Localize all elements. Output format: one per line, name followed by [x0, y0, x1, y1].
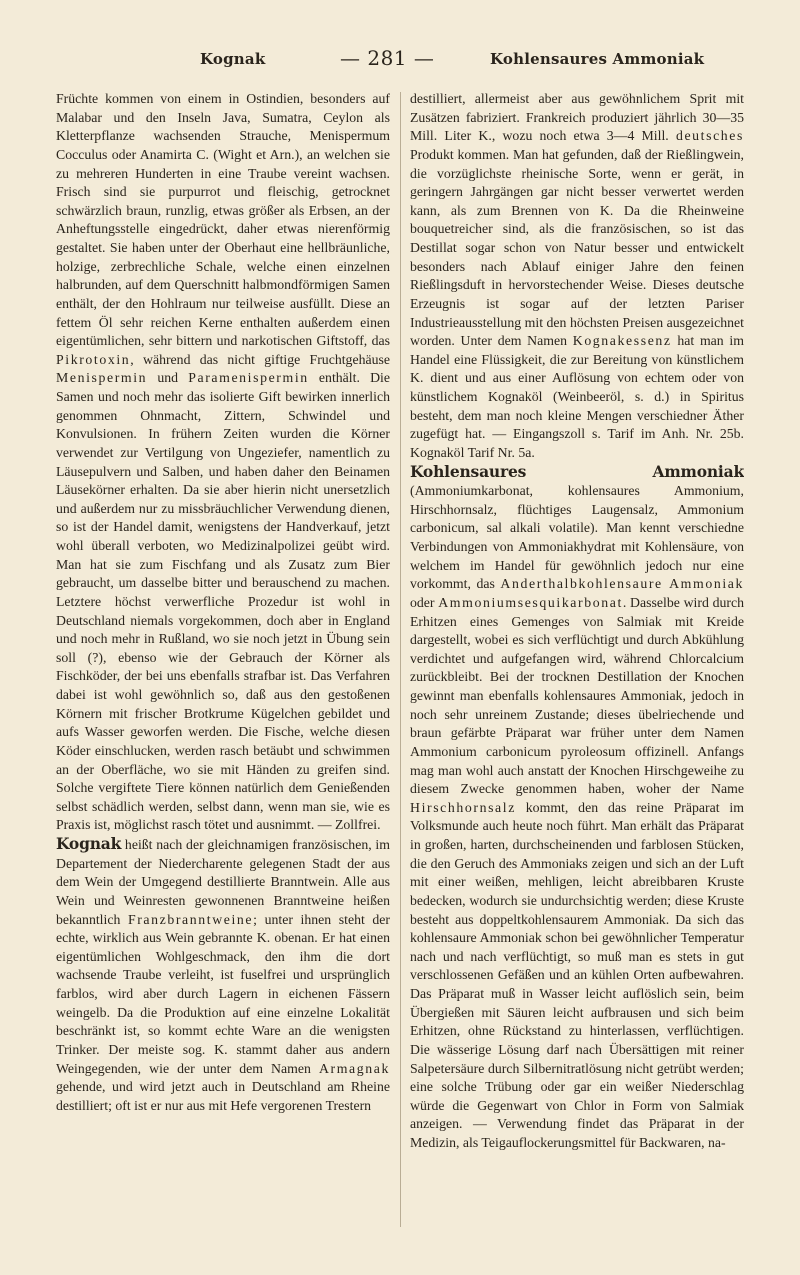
entry-title-kohlensaures-ammoniak: Kohlensaures Ammoniak: [410, 461, 744, 481]
spaced-term-ammoniumsesquikarbonat: Ammoniumsesquikarbonat: [438, 594, 623, 610]
entry-title-kognak: Kognak: [56, 834, 122, 853]
spaced-term-pikrotoxin: Pikrotoxin: [56, 351, 131, 367]
page-number: — 281 —: [340, 46, 435, 70]
running-header: [0, 46, 800, 72]
spaced-term-franzbranntweine: Franzbranntweine: [127, 911, 254, 927]
left-column: [56, 90, 390, 1240]
spaced-term-kognakessenz: Kognakessenz: [572, 333, 672, 349]
header-left-catchword: Kognak: [200, 50, 266, 68]
paragraph-kognak-continued: destilliert, allermeist aber aus gewöhnlichem Sprit mit Zusätzen fabriziert. Frankreich produziert jährlich 30—35 Mill. Liter K., wozu noch etwa 3—4 Mill. deutsches Produkt kommen. Man hat gefunden, daß der Rießlingwein, die vorzüglichste rheinische Sorte, wenn er gerät, in geringern Jahrgängen gar nicht besser verwertet werden kann, als zum Brennen von K. Da die Rheinweine bouquetreicher sind, als die französischen, so ist das Destillat sogar schon von Natur besser und entwickelt besonders nach Ablauf einiger Jahre den feinen Rießlingsduft in hervorstechender Weise. Dieses deutsche Erzeugnis ist sogar auf der letzten Pariser Industrieausstellung mit den höchsten Preisen ausgezeichnet worden. Unter dem Namen Kognakessenz hat man im Handel eine Flüssigkeit, die zur Bereitung von künstlichem K. dient und aus einer Auflösung von echtem oder von künstlichem Kognaköl (Weinbeeröl, s. d.) in Spiritus besteht, dem man noch kleine Mengen verschiedner Äther zugefügt hat. — Eingangszoll s. Tarif im Anh. Nr. 25b. Kognaköl Tarif Nr. 5a.: [410, 91, 744, 460]
paragraph-kokkelskoerner-continued: Früchte kommen von einem in Ostindien, besonders auf Malabar und den Inseln Java, Sumatra, Ceylon als Kletterpflanze wachsenden Strauche, Menispermum Cocculus oder Anamirta C. (Wight et Arn.), an welchen sie zu mehreren Hunderten in eine Traube vereint wachsen. Frisch sind sie purpurrot und fleischig, getrocknet schwärzlich braun, runzlig, etwas größer als Erbsen, an der Anheftungsstelle eingedrückt, daher etwas nierenförmig gestaltet. Sie haben unter der Oberhaut eine hellbräunliche, holzige, zerbrechliche Schale, welche einen einzelnen halbrunden, auf dem Querschnitt halbmondförmigen Samen enthält, der den Hohlraum nur teilweise ausfüllt. Diese an fettem Öl sehr reichen Kerne enthalten außerdem einen eigentümlichen, sehr bittern und narkotischen Giftstoff, das Pikrotoxin, während das nicht giftige Fruchtgehäuse Menispermin und Paramenispermin enthält. Die Samen und noch mehr das isolierte Gift bewirken innerlich genommen Ohnmacht, Zittern, Schwindel und Konvulsionen. In frühern Zeiten wurden die Körner verwendet zur Vertilgung von Ungeziefer, namentlich zu Läusepulvern und Salben, und haben daher den Beinamen Läusekörner erhalten. Da sie aber hierin nicht unersetzlich und außerdem nur zu missbräuchlicher Verwendung dienen, so ist der Handel damit, wenigstens der Handverkauf, jetzt wohl überall verboten, wo Medizinalpolizei geübt wird. Man hat sie zum Fischfang und als Zusatz zum Bier gebraucht, um dasselbe bitter und berauschend zu machen. Letztere höchst verwerfliche Prozedur ist wohl in Deutschland niemals vorgekommen, doch aber in England und noch mehr in Rußland, wo sie noch jetzt in Übung sein soll (?), ebenso wie der Gebrauch der Körner als Fischköder, der bei uns ebenfalls strafbar ist. Das Verfahren dabei ist wohl gewöhnlich so, daß aus den gestoßenen Körnern mit frischer Brotkrume Kügelchen gebildet und aufs Wasser geworfen werden. Die Fische, welche diesen Köder einschlucken, werden rasch betäubt und schwimmen an der Oberfläche, wo sie mit Händen zu greifen sind. Solche vergiftete Tiere können natürlich dem Genießenden selbst schädlich werden, selbst dann, wenn man sie, wie es Praxis ist, möglichst rasch tötet und ausnimmt. — Zollfrei.: [56, 91, 390, 833]
spaced-term-anderthalbkohlensaure: Anderthalbkohlensaure Ammoniak: [500, 576, 744, 592]
spaced-term-menispermin: Menispermin: [56, 370, 148, 386]
spaced-term-hirschhornsalz: Hirschhornsalz: [410, 799, 516, 815]
right-column: [410, 90, 744, 1240]
entry-kognak: Kognak heißt nach der gleichnamigen französischen, im Departement der Niedercharente gelegenen Stadt der aus dem Wein der Umgegend destillierte Branntwein. Alle aus Wein und Weinresten gewonnenen Branntweine heißen bekanntlich Franzbranntweine; unter ihnen steht der echte, wirklich aus Wein gebrannte K. obenan. Er hat einen eigentümlichen Wohlgeschmack, den ihm die dort wachsende Traube verleiht, ist fuselfrei und ursprünglich farblos, wird aber durch Lagern in eichenen Fässern weingelb. Da die Produktion auf eine einzelne Lokalität beschränkt ist, so kommt echte Ware an die wenigsten Trinker. Der meiste sog. K. stammt daher aus andern Weingegenden, wie der unter dem Namen Armagnak gehende, und wird jetzt auch in Deutschland am Rheine destilliert; oft ist er nur aus mit Hefe vergorenen Trestern: [56, 834, 390, 1113]
entry-kohlensaures-ammoniak: Kohlensaures Ammoniak (Ammoniumkarbonat, kohlensaures Ammonium, Hirschhornsalz, flüchtiges Laugensalz, Ammonium carbonicum, sal alkali volatile). Man kennt verschiedne Verbindungen von Ammoniakhydrat mit Kohlensäure, von welchem im Handel für gewöhnlich jedoch nur eine vorkommt, das Anderthalbkohlensaure Ammoniak oder Ammoniumsesquikarbonat. Dasselbe wird durch Erhitzen eines Gemenges von Salmiak mit Kreide dargestellt, wobei es sich verflüchtigt und durch Abkühlung verdichtet und aufgefangen wird, während Chlorcalcium zurückbleibt. Bei der trocknen Destillation der Knochen gewinnt man ebenfalls kohlensaures Ammoniak, jedoch in noch sehr unreinem Zustande; dieses übelriechende und braun gefärbte Präparat war früher unter dem Namen Ammonium carbonicum pyroleosum offizinell. Anfangs mag man wohl auch anstatt der Knochen Hirschgeweihe zu diesem Zwecke genommen haben, woher der Name Hirschhornsalz kommt, den das reine Präparat im Volksmunde auch heute noch führt. Man erhält das Präparat in großen, harten, durchscheinenden und farblosen Stücken, die den Geruch des Ammoniaks zeigen und sich an der Luft mit einer weißen, mehligen, leicht abreibbaren Kruste bedecken, wodurch sie undurchsichtig werden; diese Kruste besteht aus doppeltkohlensaurem Ammoniak. Da sich das kohlensaure Ammoniak schon bei gewöhnlicher Temperatur nach und nach verflüchtigt, so muß man es stets in gut verschlossenen Gefäßen und an kühlen Orten aufbewahren. Das Präparat muß in Wasser leicht auflöslich sein, beim Übergießen mit Säuren leicht aufbrausen und sich beim Erhitzen, ohne Rückstand zu hinterlassen, verflüchtigen. Die wässerige Lösung darf nach Übersättigen mit reiner Salpetersäure durch Silbernitratlösung nicht getrübt werden; eine solche Trübung oder gar ein weißer Niederschlag würde die Gegenwart von Chlor in Form von Salmiak anzeigen. — Verwendung findet das Präparat in der Medizin, als Teigauflockerungsmittel für Backwaren, na-: [410, 461, 744, 1150]
spaced-term-armagnak: Armagnak: [318, 1060, 390, 1076]
header-right-catchword: Kohlensaures Ammoniak: [490, 50, 705, 68]
spaced-term-deutsches: deutsches: [675, 128, 744, 144]
spaced-term-paramenispermin: Paramenispermin: [188, 370, 309, 386]
column-divider: [400, 92, 401, 1227]
